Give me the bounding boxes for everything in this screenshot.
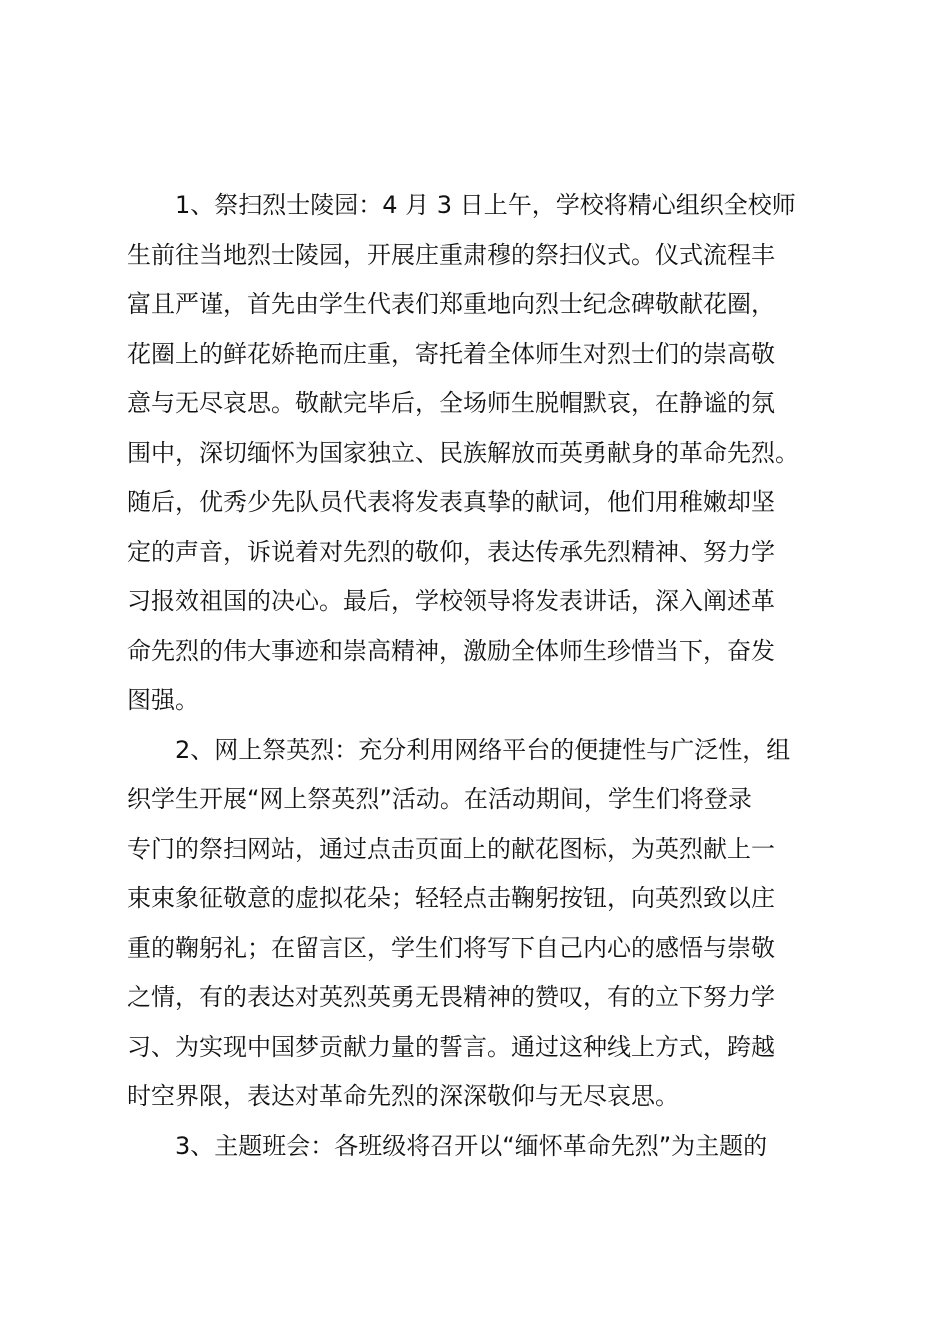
paragraph-3 xyxy=(127,1122,847,1172)
document-body xyxy=(127,181,847,1171)
text-line: 生前往当地烈士陵园，开展庄重肃穆的祭扫仪式。仪式流程丰 xyxy=(127,240,775,269)
paragraph-1 xyxy=(127,181,847,726)
text-line: 时空界限，表达对革命先烈的深深敬仰与无尽哀思。 xyxy=(127,1082,679,1110)
text-line: 束束象征敬意的虚拟花朵；轻轻点击鞠躬按钮，向英烈致以庄 xyxy=(127,884,775,912)
text-line: 富且严谨，首先由学生代表们郑重地向烈士纪念碑敬献花圈， xyxy=(127,290,775,318)
text-line: 围中，深切缅怀为国家独立、民族解放而英勇献身的革命先烈。 xyxy=(127,438,799,467)
text-line: 织学生开展“网上祭英烈”活动。在活动期间，学生们将登录 xyxy=(127,785,752,813)
text-line: 习报效祖国的决心。最后，学校领导将发表讲话，深入阐述革 xyxy=(127,587,775,615)
text-line: 命先烈的伟大事迹和崇高精神，激励全体师生珍惜当下，奋发 xyxy=(127,636,775,665)
text-line: 重的鞠躬礼；在留言区，学生们将写下自己内心的感悟与崇敬 xyxy=(127,933,775,962)
text-line: 花圈上的鲜花娇艳而庄重，寄托着全体师生对烈士们的崇高敬 xyxy=(127,339,775,368)
text-line: 专门的祭扫网站，通过点击页面上的献花图标，为英烈献上一 xyxy=(127,834,775,863)
text-line: 随后，优秀少先队员代表将发表真挚的献词，他们用稚嫩却坚 xyxy=(127,488,775,516)
text-line: 意与无尽哀思。敬献完毕后，全场师生脱帽默哀，在静谧的氛 xyxy=(127,389,775,417)
paragraph-2 xyxy=(127,726,847,1122)
text-line: 之情，有的表达对英烈英勇无畏精神的赞叹，有的立下努力学 xyxy=(127,983,775,1011)
text-line: 习、为实现中国梦贡献力量的誓言。通过这种线上方式，跨越 xyxy=(127,1032,775,1061)
text-line: 3、主题班会：各班级将召开以“缅怀革命先烈”为主题的 xyxy=(175,1131,768,1160)
text-line: 2、网上祭英烈：充分利用网络平台的便捷性与广泛性，组 xyxy=(175,735,791,764)
text-line: 图强。 xyxy=(127,686,199,714)
text-line: 定的声音，诉说着对先烈的敬仰，表达传承先烈精神、努力学 xyxy=(127,537,775,566)
text-line: 1、祭扫烈士陵园：4 月 3 日上午，学校将精心组织全校师 xyxy=(175,191,796,219)
